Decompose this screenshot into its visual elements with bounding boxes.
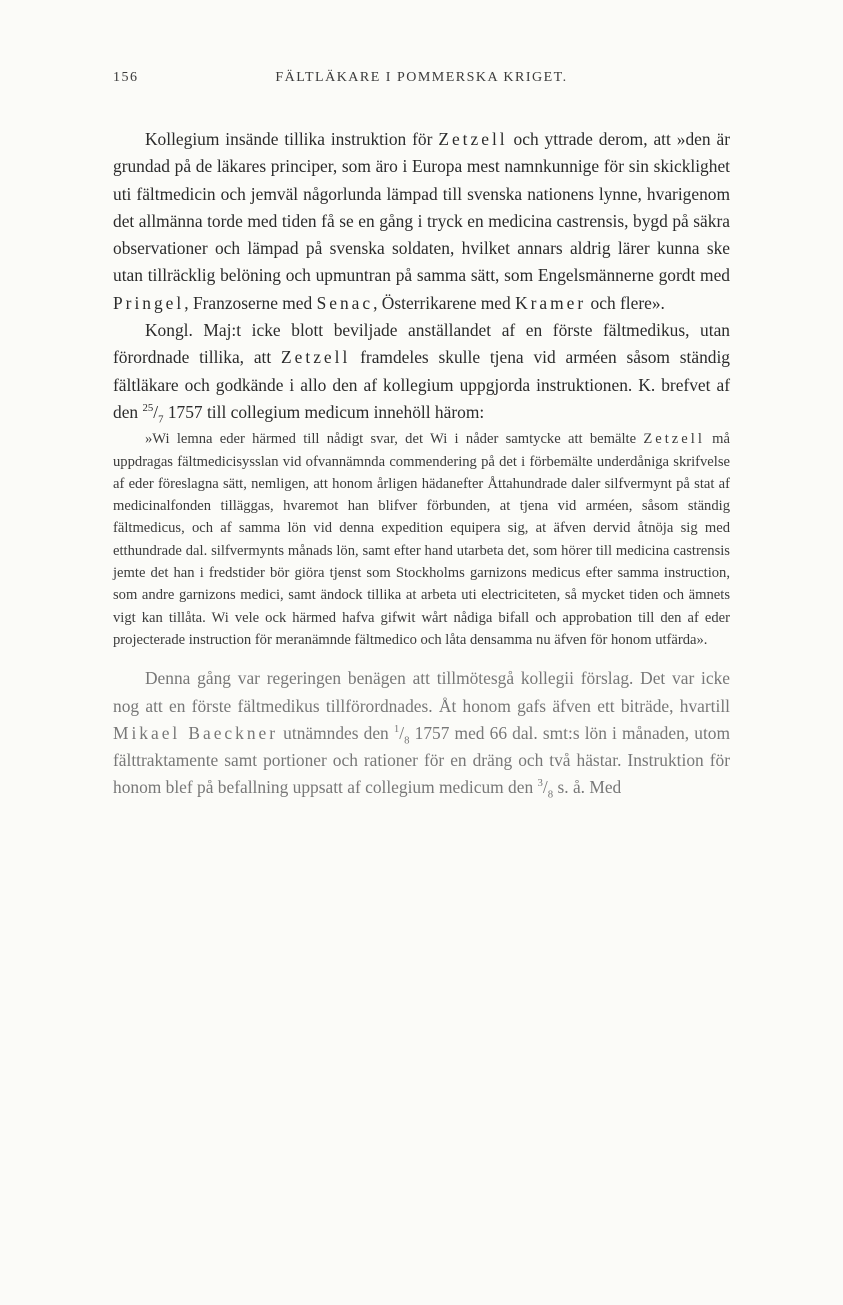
running-title: FÄLTLÄKARE I POMMERSKA KRIGET. [275, 70, 568, 85]
spaced-name: Zetzell [438, 129, 508, 149]
text-run: Denna gång var regeringen benägen att tillmötesgå kollegii förslag. Det var icke nog att en förste fältmedikus tillförordnades. Åt honom gafs äfven ett biträde, hvartill [113, 668, 730, 716]
page-number: 156 [113, 70, 139, 85]
text-run: och yttrade derom, att »den är grundad på de läkares principer, som äro i Europa mest namnkunnige för sin skicklighet uti fältmedicin och jemväl någorlunda lämpad till svenska nationens lynne, hvarigenom det allmänna torde med tiden få se en gång i tryck en medicina castrensis, bygd på säkra observationer och lämpad på svenska soldaten, hvilket annars aldrig lärer kunna ske utan tillräcklig belöning och upmuntran på samma sätt, som Engelsmännerne gordt med [113, 129, 730, 286]
spaced-name: Kramer [515, 292, 587, 313]
text-run: Kongl. Maj:t icke blott beviljade anställandet af en förste fältmedikus, utan förordnade tillika, att [113, 320, 730, 368]
fraction-part: 3 [537, 777, 543, 790]
text-run: , Österrikarene med [373, 292, 516, 313]
paragraph-3 [113, 665, 730, 801]
text-run: s. å. Med [553, 777, 622, 798]
text-run: / [399, 722, 405, 743]
text-run: Kollegium insände tillika instruktion för [145, 129, 439, 149]
fraction-part: 7 [158, 413, 164, 426]
spaced-name: Zetzell [281, 347, 351, 368]
fraction-part: 8 [404, 734, 410, 747]
royal-letter-quote [113, 428, 730, 651]
fraction-part: 8 [547, 788, 554, 801]
fraction-part: 25 [142, 402, 154, 415]
text-run: må uppdragas fältmedicisysslan vid ofvannämnda commendering på det i förbemälte underdåniga skrifvelse af eder föreslagna sätt, nemligen, att honom årligen hädanefter Åttahundrade daler silfvermynt på stat af medicinalfonden tilläggas, hvaremot han blifver förbunden, at tjena vid arméen, såsom ständig fältmedicus, och af samma lön vid denna expedition equipera sig, at äfven dervid åtnöja sig med etthundrade dal. silfvermynts månads lön, samt efter hand utarbeta det, som hörer till medicina castrensis jemte det han i fredstider bör giöra tjenst som Stockholms garnizons medicus efter samma instruction, som andre garnizons medici, samt ändock tillika at arbeta uti electriciteten, så mycket tiden och ämnets vigt kan tillåta. Wi vele ock härmed hafva gifwit wårt nådiga bifall och approbation till den af eder projecterade instruction för meranämnde fältmedico och låta densamma nu äfven för honom utfärda». [113, 431, 730, 648]
text-run: »Wi lemna eder härmed till nådigt svar, det Wi i nåder samtycke att bemälte [145, 431, 644, 448]
spaced-name: Zetzell [643, 431, 705, 448]
text-run: framdeles skulle tjena vid arméen såsom ständig fältläkare och godkände i allo den af kollegium uppgjorda instruktionen. K. brefvet af den [113, 347, 730, 422]
text-run: / [542, 777, 548, 798]
text-run: 1757 med 66 dal. smt:s lön i månaden, utom fälttraktamente samt portioner och rationer för en dräng och två hästar. Instruktion för honom blef på befallning uppsatt af collegium medicum den [113, 722, 731, 798]
spaced-name: Pringel [113, 292, 185, 313]
paragraph-1 [113, 126, 730, 317]
spaced-name: Senac [316, 292, 374, 313]
text-run: utnämndes den [278, 722, 394, 743]
spaced-name: Mikael Baeckner [113, 722, 279, 743]
page-body [113, 126, 730, 802]
text-run: och flere». [586, 292, 665, 313]
paragraph-2 [113, 317, 730, 426]
text-run: 1757 till collegium medicum innehöll härom: [163, 401, 485, 422]
text-run: , Franzoserne med [184, 292, 317, 313]
page-header [113, 70, 730, 94]
text-run: / [153, 401, 159, 422]
fraction-part: 1 [393, 723, 400, 736]
